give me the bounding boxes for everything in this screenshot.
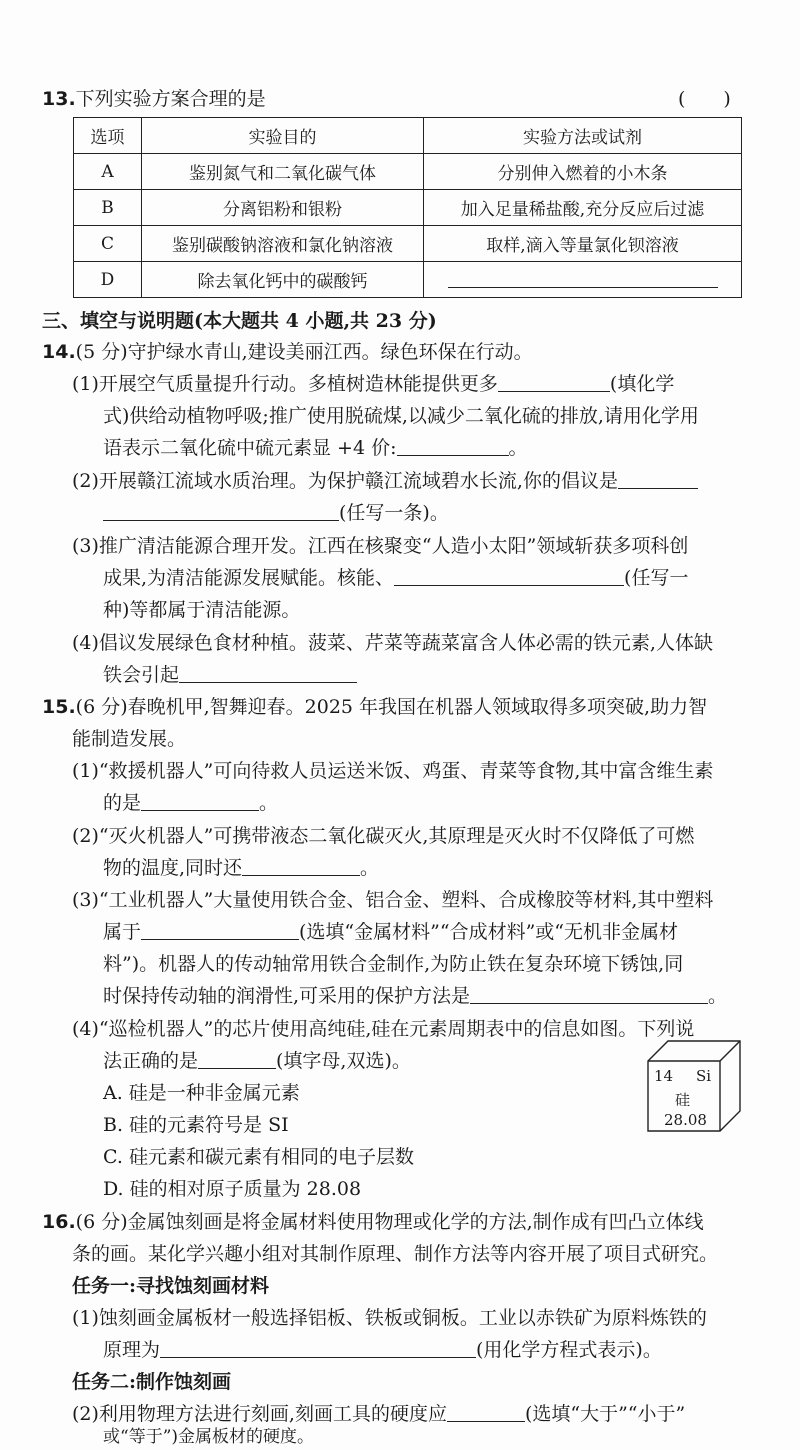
option-label: B <box>74 190 142 226</box>
text: (2)利用物理方法进行刻画,刻画工具的硬度应 <box>72 1403 447 1425</box>
table-row <box>74 154 742 190</box>
option-c: C. 硅元素和碳元素有相同的电子层数 <box>103 1146 414 1168</box>
text: (选填“金属材料”“合成材料”或“无机非金属材 <box>299 921 678 943</box>
question-number: 15. <box>42 696 76 718</box>
text: 原理为 <box>103 1339 161 1361</box>
element-symbol: Si <box>696 1067 712 1085</box>
q16-p1-line2 <box>103 1338 662 1362</box>
option-purpose: 鉴别氮气和二氧化碳气体 <box>142 154 424 190</box>
option-method: 分别伸入燃着的小木条 <box>424 154 742 190</box>
q15-stem-line2: 能制造发展。 <box>72 728 187 750</box>
q15-p2-line2 <box>103 856 379 880</box>
question-number: 14. <box>42 341 76 363</box>
answer-blank[interactable] <box>397 437 509 456</box>
periodic-element-cell <box>646 1037 736 1132</box>
option-label: A <box>74 154 142 190</box>
answer-blank[interactable] <box>198 1050 276 1069</box>
text: 。 <box>708 985 728 1007</box>
q14-stem-line <box>42 340 533 364</box>
atomic-number: 14 <box>654 1067 674 1085</box>
text: 铁会引起 <box>103 664 180 686</box>
answer-blank[interactable] <box>394 567 624 586</box>
q14-p1-line3 <box>103 436 528 460</box>
text: 属于 <box>103 921 142 943</box>
text: 语表示二氧化硫中硫元素显 +4 价: <box>103 437 397 459</box>
q16-p2-line2: 或“等于”)金属板材的硬度。 <box>103 1427 315 1447</box>
q14-p3-line3: 种)等都属于清洁能源。 <box>103 599 301 621</box>
q14-p3-line1: (3)推广清洁能源合理开发。江西在核聚变“人造小太阳”领域斩获多项科创 <box>72 535 689 557</box>
text: (填化学 <box>609 373 675 395</box>
task-one-heading: 任务一:寻找蚀刻画材料 <box>72 1275 270 1297</box>
q15-p4-line1: (4)“巡检机器人”的芯片使用高纯硅,硅在元素周期表中的信息如图。下列说 <box>72 1018 695 1040</box>
header-method: 实验方法或试剂 <box>424 118 742 154</box>
option-a: A. 硅是一种非金属元素 <box>103 1082 300 1104</box>
answer-blank[interactable] <box>618 470 698 489</box>
q14-p1-line2: 式)供给动植物呼吸;推广使用脱硫煤,以减少二氧化硫的排放,请用化学用 <box>103 405 699 427</box>
table-row <box>74 190 742 226</box>
answer-blank[interactable] <box>141 792 259 811</box>
q14-p2-line2 <box>103 501 449 525</box>
q14-p4-line1: (4)倡议发展绿色食材种植。菠菜、芹菜等蔬菜富含人体必需的铁元素,人体缺 <box>72 632 713 654</box>
answer-blank[interactable] <box>103 502 339 521</box>
text: 成果,为清洁能源发展赋能。核能、 <box>103 567 395 589</box>
q13-stem-line <box>42 87 266 111</box>
q16-stem-line1 <box>42 1210 704 1234</box>
text: (任写一 <box>624 567 689 589</box>
answer-blank[interactable] <box>498 373 610 392</box>
table-row <box>74 262 742 298</box>
option-purpose: 除去氧化钙中的碳酸钙 <box>142 262 424 298</box>
table-header-row <box>74 118 742 154</box>
answer-bracket: ( ) <box>678 88 731 110</box>
atomic-mass: 28.08 <box>664 1111 707 1129</box>
q13-options-table <box>73 117 742 298</box>
text: 的是 <box>103 792 142 814</box>
answer-blank[interactable] <box>242 857 360 876</box>
q15-p1-line2 <box>103 791 278 815</box>
question-number: 13. <box>42 88 76 110</box>
text: (2)开展赣江流域水质治理。为保护赣江流域碧水长流,你的倡议是 <box>72 470 618 492</box>
option-label: C <box>74 226 142 262</box>
text: 法正确的是 <box>103 1050 199 1072</box>
text: 。 <box>360 857 380 879</box>
q15-p1-line1: (1)“救援机器人”可向待救人员运送米饭、鸡蛋、青菜等食物,其中富含维生素 <box>72 760 714 782</box>
option-b: B. 硅的元素符号是 SI <box>103 1114 289 1136</box>
q14-p1-line1 <box>72 372 674 396</box>
q15-stem-line1 <box>42 695 707 719</box>
text: (填字母,双选)。 <box>276 1050 411 1072</box>
table-row <box>74 226 742 262</box>
q14-p4-line2 <box>103 663 357 687</box>
q15-p3-line3: 料”)。机器人的传动轴常用铁合金制作,为防止铁在复杂环境下锈蚀,同 <box>103 953 684 975</box>
answer-blank[interactable] <box>447 1403 525 1422</box>
header-purpose: 实验目的 <box>142 118 424 154</box>
option-method-blank[interactable] <box>424 262 742 298</box>
answer-blank[interactable] <box>470 985 708 1004</box>
text: 物的温度,同时还 <box>103 857 243 879</box>
q16-p1-line1: (1)蚀刻画金属板材一般选择铝板、铁板或铜板。工业以赤铁矿为原料炼铁的 <box>72 1307 707 1329</box>
q15-p3-line1: (3)“工业机器人”大量使用铁合金、铝合金、塑料、合成橡胶等材料,其中塑料 <box>72 889 714 911</box>
option-purpose: 分离铝粉和银粉 <box>142 190 424 226</box>
question-stem: 下列实验方案合理的是 <box>75 88 266 110</box>
q16-p2-line1 <box>72 1402 685 1426</box>
q14-p2-line1 <box>72 469 698 493</box>
question-stem: (6 分)金属蚀刻画是将金属材料使用物理或化学的方法,制作成有凹凸立体线 <box>75 1211 704 1233</box>
q16-stem-line2: 条的画。某化学兴趣小组对其制作原理、制作方法等内容开展了项目式研究。 <box>72 1243 719 1265</box>
answer-blank[interactable] <box>179 664 357 683</box>
question-number: 16. <box>42 1211 76 1233</box>
text: (任写一条)。 <box>339 502 449 524</box>
option-label: D <box>74 262 142 298</box>
text: (用化学方程式表示)。 <box>476 1339 662 1361</box>
text: (1)开展空气质量提升行动。多植树造林能提供更多 <box>72 373 498 395</box>
answer-blank[interactable] <box>141 921 299 940</box>
text: 。 <box>508 437 528 459</box>
option-purpose: 鉴别碳酸钠溶液和氯化钠溶液 <box>142 226 424 262</box>
answer-blank[interactable] <box>160 1339 476 1358</box>
q15-p3-line2 <box>103 920 678 944</box>
q14-p3-line2 <box>103 566 688 590</box>
task-two-heading: 任务二:制作蚀刻画 <box>72 1371 232 1393</box>
option-d: D. 硅的相对原子质量为 28.08 <box>103 1178 362 1200</box>
q15-p2-line1: (2)“灭火机器人”可携带液态二氧化碳灭火,其原理是灭火时不仅降低了可燃 <box>72 825 695 847</box>
section-title: 三、填空与说明题(本大题共 4 小题,共 23 分) <box>42 310 437 332</box>
question-stem: (5 分)守护绿水青山,建设美丽江西。绿色环保在行动。 <box>75 341 533 363</box>
element-name: 硅 <box>675 1091 691 1109</box>
option-method: 取样,滴入等量氯化钡溶液 <box>424 226 742 262</box>
question-stem: (6 分)春晚机甲,智舞迎春。2025 年我国在机器人领域取得多项突破,助力智 <box>75 696 708 718</box>
text: 时保持传动轴的润滑性,可采用的保护方法是 <box>103 985 471 1007</box>
text: 。 <box>259 792 279 814</box>
q15-p3-line4 <box>103 984 727 1008</box>
header-option: 选项 <box>74 118 142 154</box>
text: (选填“大于”“小于” <box>524 1403 686 1425</box>
q15-p4-line2 <box>103 1049 411 1073</box>
option-method: 加入足量稀盐酸,充分反应后过滤 <box>424 190 742 226</box>
